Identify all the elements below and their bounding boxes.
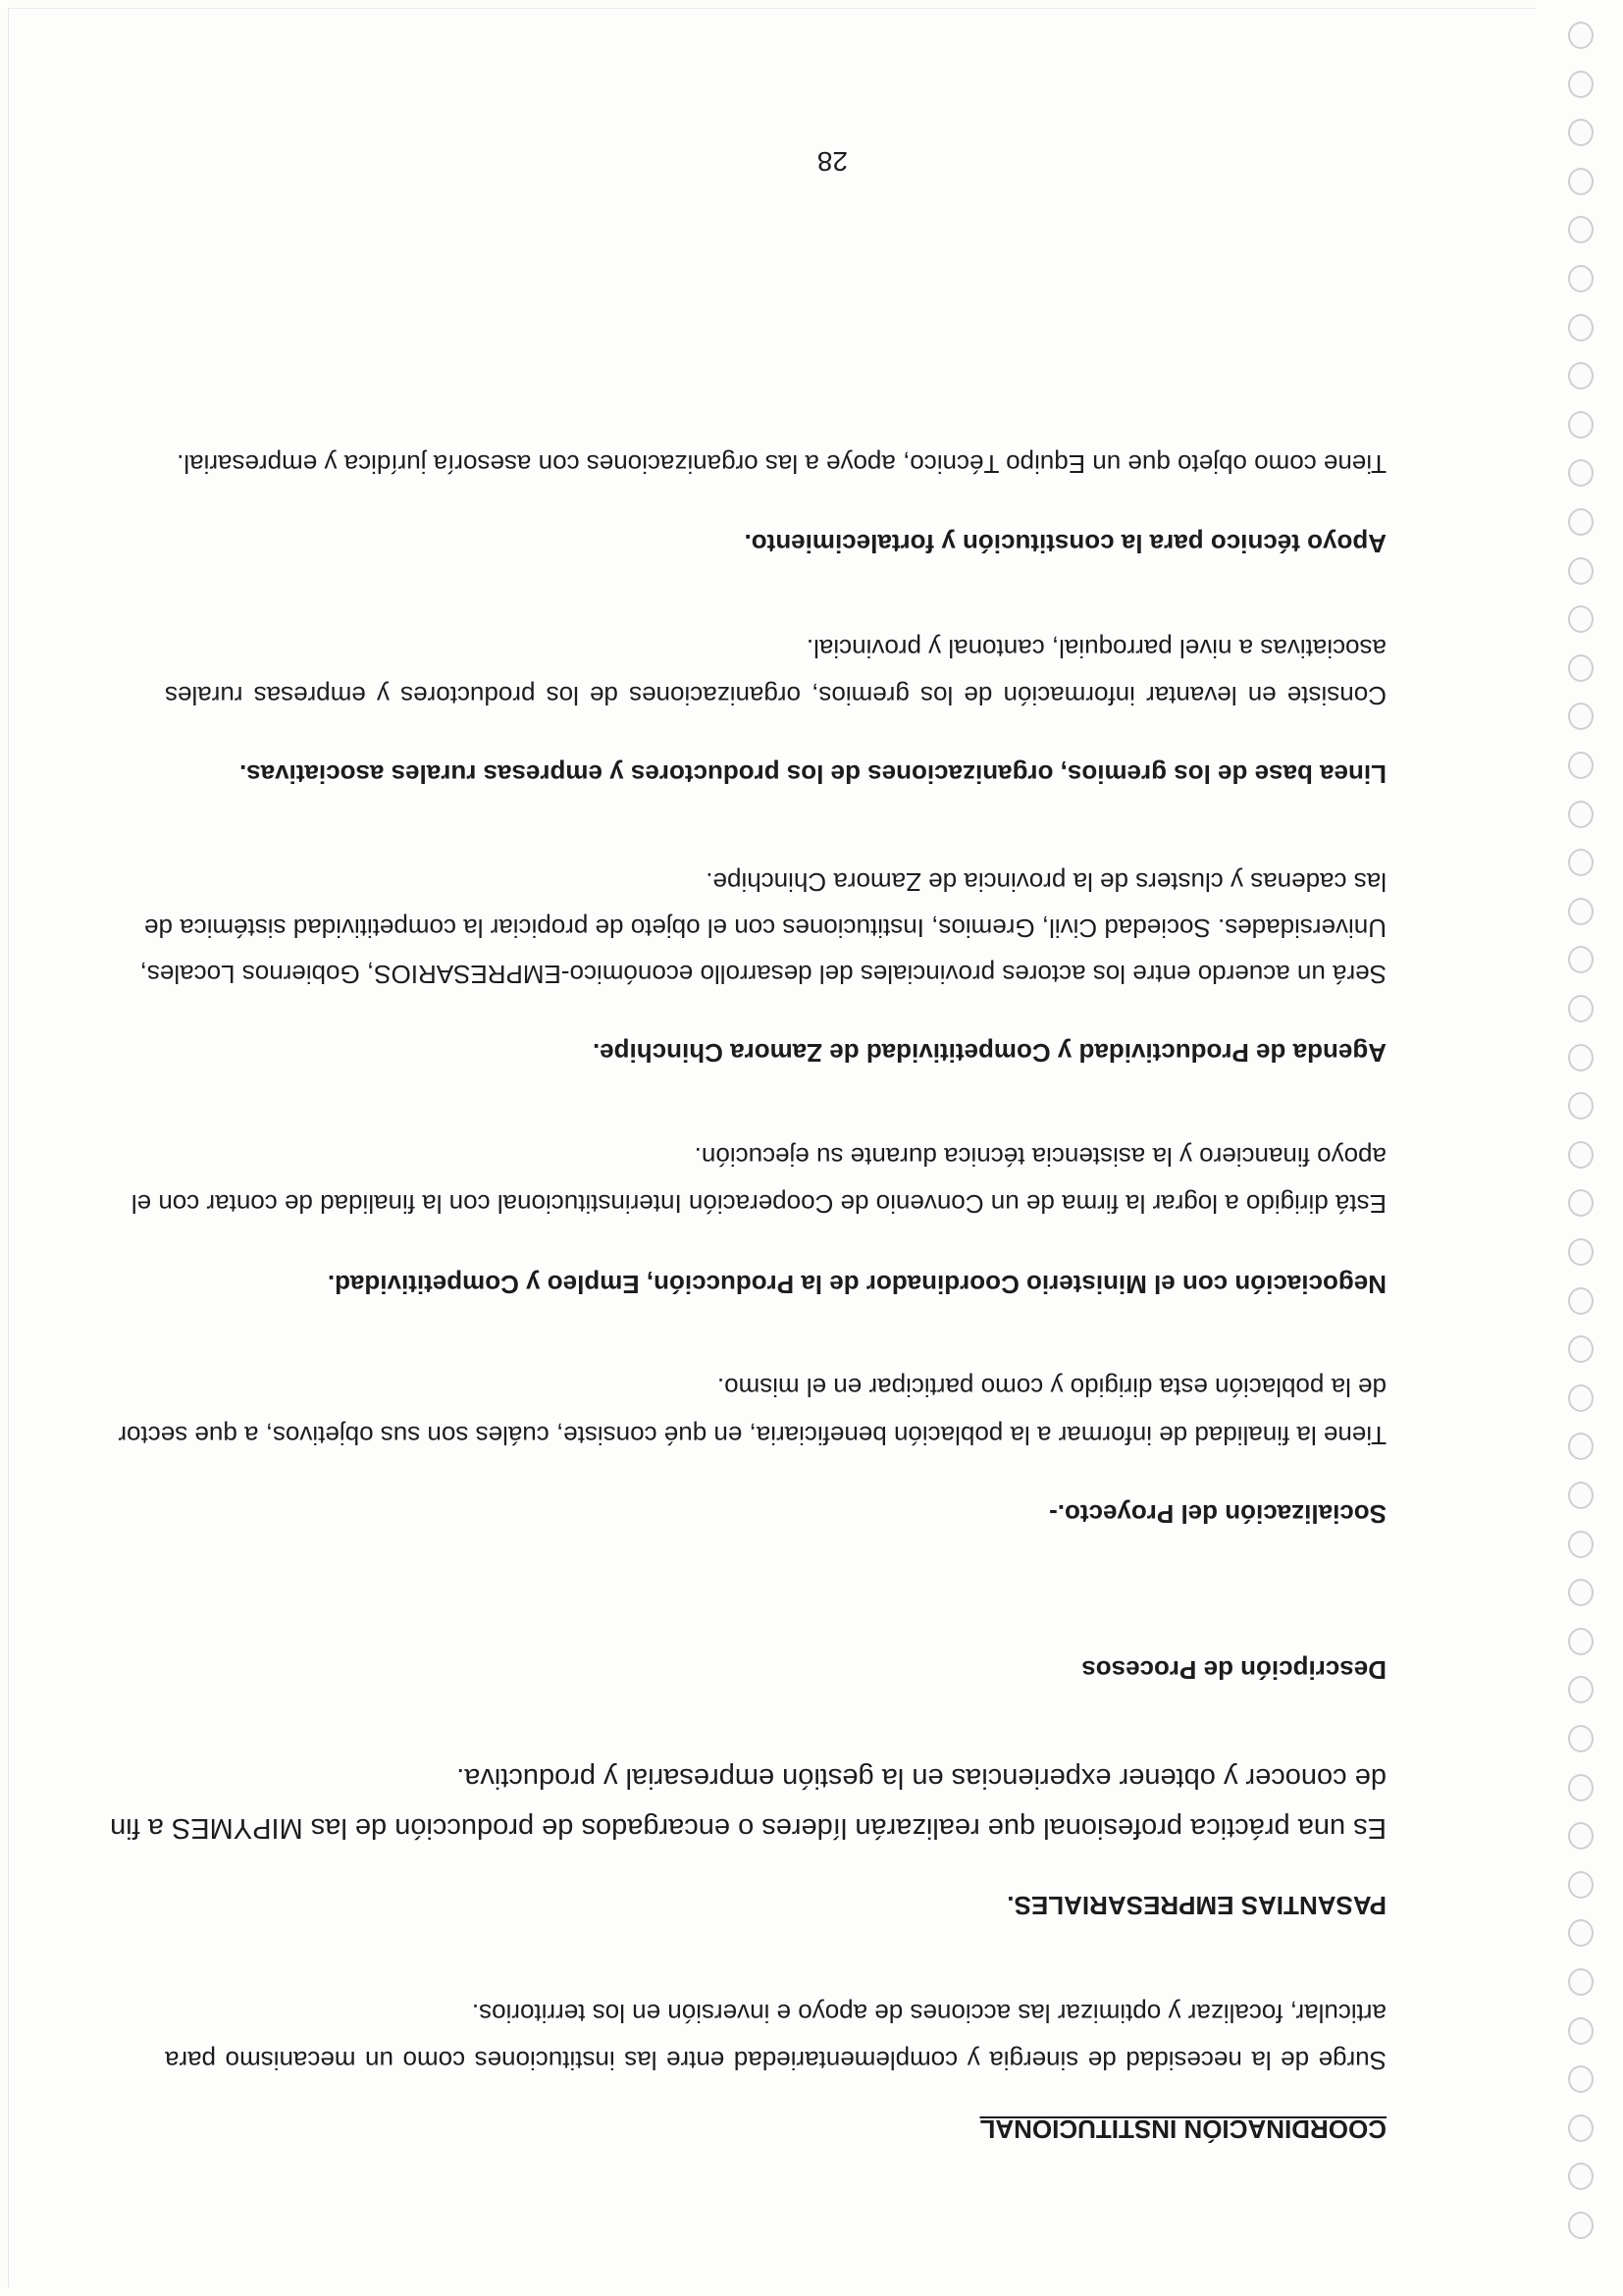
paragraph-line: las cadenas y clusters de la provincia de Zamora Chinchipe. xyxy=(706,867,1387,897)
paragraph-line: Surge de la necesidad de sinergia y complementariedad entre las instituciones como un mecanismo para xyxy=(165,2046,1387,2075)
heading-pasantias: PASANTIAS EMPRESARIALES. xyxy=(1007,1891,1387,1920)
heading-apoyo-tecnico: Apoyo técnico para la constitución y fortalecimiento. xyxy=(744,529,1387,558)
heading-linea-base: Linea base de los gremios, organizaciones de los productores y empresas rurales asociativas. xyxy=(238,759,1387,789)
paragraph-line: apoyo financiero y la asistencia técnica durante su ejecución. xyxy=(694,1142,1387,1172)
paragraph-line: Tiene la finalidad de informar a la población beneficiaria, en qué consiste, cuáles son sus objetivos, a que sector xyxy=(118,1421,1387,1450)
heading-negociacion: Negociación con el Ministerio Coordinador de la Producción, Empleo y Competitividad. xyxy=(327,1270,1387,1299)
paragraph-line: de la población esta dirigido y como participar en el mismo. xyxy=(716,1373,1387,1402)
paragraph-line: Tiene como objeto que un Equipo Técnico, apoye a las organizaciones con asesoría jurídica y empresarial. xyxy=(177,449,1387,479)
paragraph-line: Será un acuerdo entre los actores provinciales del desarrollo económico-EMPRESARIOS, Gobiernos Locales, xyxy=(139,960,1387,989)
paragraph-line: Consiste en levantar información de los gremios, organizaciones de los productores y empresas rurales xyxy=(165,681,1387,710)
heading-coordinacion-institucional: COORDINACIÓN INSTITUCIONAL xyxy=(979,2114,1387,2144)
heading-socializacion: Socialización del Proyecto.- xyxy=(1049,1499,1387,1529)
paragraph-line: Es una práctica profesional que realizarán líderes o encargados de producción de las MIPYMES a fin xyxy=(110,1812,1387,1844)
paragraph-line: articular, focalizar y optimizar las acciones de apoyo e inversión en los territorios. xyxy=(471,1999,1387,2028)
paragraph-line: de conocer y obtener experiencias en la gestión empresarial y productiva. xyxy=(456,1762,1387,1794)
heading-descripcion-procesos: Descripción de Procesos xyxy=(1081,1655,1387,1685)
paragraph-line: Universidades. Sociedad Civil, Gremios, Instituciones con el objeto de propiciar la competitividad sistémica de xyxy=(144,913,1387,943)
page-number: 28 xyxy=(816,146,848,177)
paragraph-line: Está dirigido a lograr la firma de un Convenio de Cooperación Interinstitucional con la finalidad de contar con el xyxy=(131,1189,1387,1219)
heading-agenda: Agenda de Productividad y Competitividad de Zamora Chinchipe. xyxy=(592,1038,1387,1068)
paragraph-line: asociativas a nivel parroquial, cantonal y provincial. xyxy=(806,634,1387,663)
